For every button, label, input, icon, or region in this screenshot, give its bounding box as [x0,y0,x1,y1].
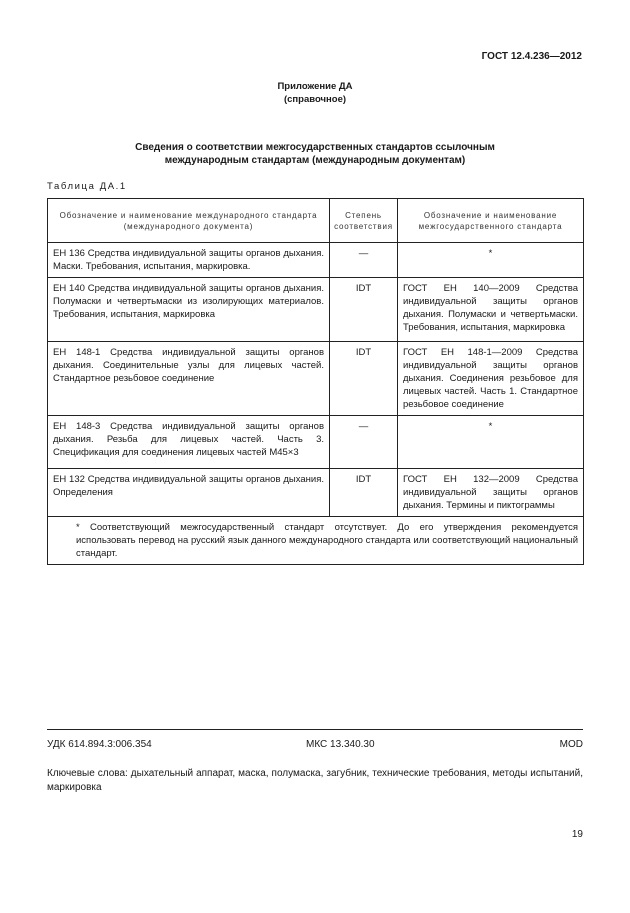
keywords: Ключевые слова: дыхательный аппарат, маска, полумаска, загубник, технические требования, методы испытаний, маркировка [47,768,583,793]
cell-interstate-standard: ГОСТ ЕН 132—2009 Средства индивидуальной защиты органов дыхания. Термины и пиктограммы [398,469,584,517]
cell-interstate-standard: * [398,243,584,278]
cell-international-standard: ЕН 132 Средства индивидуальной защиты органов дыхания. Определения [48,469,330,517]
footer-divider [47,729,583,730]
table-row [48,416,584,469]
cell-degree: — [330,243,398,278]
header-degree-of-conformity: Степень соответствия [330,199,398,243]
cell-interstate-standard: ГОСТ ЕН 148-1—2009 Средства индивидуальной защиты органов дыхания. Соединения резьбовое для лицевых частей. Часть 1. Стандартное резьбовое соединение [398,342,584,416]
page-number: 19 [571,829,583,840]
header-international-standard: Обозначение и наименование международного стандарта (международного документа) [48,199,330,243]
appendix-subtitle: (справочное) [283,94,347,105]
cell-degree: IDT [330,278,398,342]
table-footnote: * Соответствующий межгосударственный стандарт отсутствует. До его утверждения рекомендуется использовать перевод на русский язык данного международного стандарта или соответствующий национальный стандарт. [48,517,584,565]
table-row [48,469,584,517]
standard-designation: ГОСТ 12.4.236—2012 [481,51,582,62]
table-row [48,243,584,278]
cell-interstate-standard: * [398,416,584,469]
correspondence-table [47,198,584,565]
cell-international-standard: ЕН 136 Средства индивидуальной защиты органов дыхания. Маски. Требования, испытания, маркировка. [48,243,330,278]
appendix-heading [0,80,630,106]
mks-code: МКС 13.340.30 [306,739,375,750]
section-title-line-1: Сведения о соответствии межгосударственных стандартов ссылочным [135,142,495,153]
conformity-mod: MOD [559,739,583,750]
header-interstate-standard: Обозначение и наименование межгосударственного стандарта [398,199,584,243]
udk-code: УДК 614.894.3:006.354 [47,739,152,750]
section-title [60,141,570,167]
table-row [48,278,584,342]
table-label: Таблица ДА.1 [47,181,127,192]
cell-degree: IDT [330,342,398,416]
table-row [48,342,584,416]
cell-interstate-standard: ГОСТ ЕН 140—2009 Средства индивидуальной защиты органов дыхания. Полумаски и четвертьмаски. Требования, испытания, маркировка [398,278,584,342]
cell-international-standard: ЕН 148-3 Средства индивидуальной защиты органов дыхания. Резьба для лицевых частей. Часть 3. Спецификация для соединения лицевых частей М45×3 [48,416,330,469]
table-footnote-row [48,517,584,565]
cell-degree: — [330,416,398,469]
table-header-row [48,199,584,243]
appendix-title: Приложение ДА [277,81,353,92]
cell-international-standard: ЕН 148-1 Средства индивидуальной защиты органов дыхания. Соединительные узлы для лицевых частей. Стандартное резьбовое соединение [48,342,330,416]
section-title-line-2: международным стандартам (международным документам) [164,155,466,166]
cell-international-standard: ЕН 140 Средства индивидуальной защиты органов дыхания. Полумаски и четвертьмаски из изолирующих материалов. Требования, испытания, маркировка [48,278,330,342]
cell-degree: IDT [330,469,398,517]
